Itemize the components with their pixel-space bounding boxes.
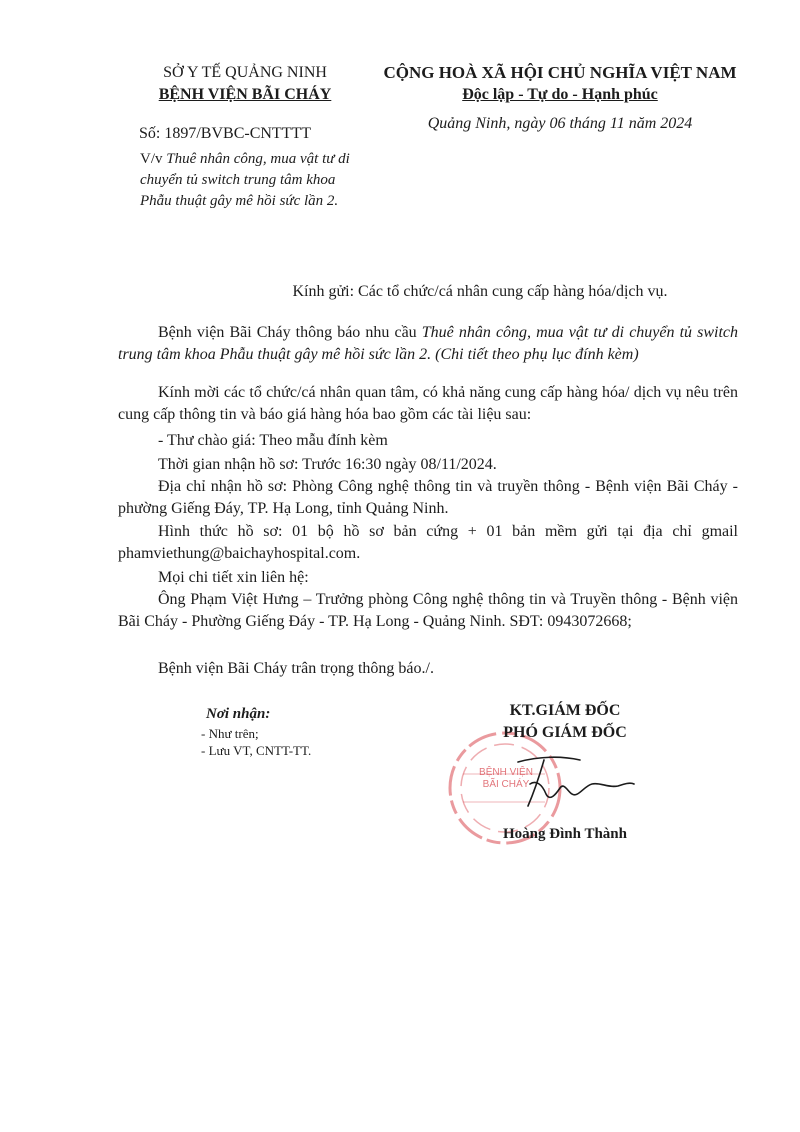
national-motto: Độc lập - Tự do - Hạnh phúc [462, 86, 658, 103]
paragraph-contact-person: Ông Phạm Việt Hưng – Trưởng phòng Công nghệ thông tin và Truyền thông - Bệnh viện Bãi Cháy - Phường Giếng Đáy - TP. Hạ Long - Quảng Ninh. SĐT: 0943072668; [118, 591, 738, 630]
place-date: Quảng Ninh, ngày 06 tháng 11 năm 2024 [427, 115, 693, 132]
document-number: Số: 1897/BVBC-CNTTTT [139, 125, 312, 142]
paragraph-announcement-lead: Bệnh viện Bãi Cháy thông báo nhu cầu [158, 324, 422, 341]
document-subject [140, 149, 360, 212]
hospital-name: BỆNH VIỆN BÃI CHÁY [158, 86, 332, 103]
paragraph-address: Địa chỉ nhận hồ sơ: Phòng Công nghệ thông tin và truyền thông - Bệnh viện Bãi Cháy - phường Giếng Đáy, TP. Hạ Long, tỉnh Quảng Ninh. [118, 478, 738, 517]
recipient-item: - Như trên; [201, 726, 259, 741]
paragraph-deadline: Thời gian nhận hồ sơ: Trước 16:30 ngày 08/11/2024. [158, 456, 497, 473]
paragraph-quote-letter: - Thư chào giá: Theo mẫu đính kèm [158, 432, 388, 449]
stamp-text: BỆNH VIỆN BÃI CHÁY [479, 767, 533, 790]
paragraph-announcement-italic: Thuê nhân công, mua vật tư di chuyển tủ switch trung tâm khoa Phẫu thuật gây mê hồi sức lần 2. (Chi tiết theo phụ lục đính kèm) [118, 324, 739, 363]
paragraph-announcement [118, 322, 738, 365]
signature-title-primary: KT.GIÁM ĐỐC [509, 702, 621, 719]
paragraph-submission-format: Hình thức hồ sơ: 01 bộ hồ sơ bản cứng + 01 bản mềm gửi tại địa chỉ gmail phamviethung@baichayhospital.com. [118, 523, 738, 562]
subject-prefix: V/v [140, 151, 167, 167]
subject-text: Thuê nhân công, mua vật tư di chuyển tủ switch trung tâm khoa Phẫu thuật gây mê hồi sức lần 2. [140, 151, 350, 209]
national-title: CỘNG HOÀ XÃ HỘI CHỦ NGHĨA VIỆT NAM [383, 63, 737, 82]
signature-title-secondary: PHÓ GIÁM ĐỐC [503, 724, 627, 741]
paragraph-contact-intro: Mọi chi tiết xin liên hệ: [158, 569, 309, 586]
recipient-line: Kính gửi: Các tổ chức/cá nhân cung cấp hàng hóa/dịch vụ. [292, 283, 668, 300]
paragraph-invitation: Kính mời các tổ chức/cá nhân quan tâm, có khả năng cung cấp hàng hóa/ dịch vụ nêu trên cung cấp thông tin và báo giá hàng hóa bao gồm các tài liệu sau: [118, 384, 738, 423]
signer-name: Hoàng Đình Thành [503, 826, 627, 842]
paragraph-closing: Bệnh viện Bãi Cháy trân trọng thông báo./. [158, 660, 434, 677]
handwritten-signature-icon [500, 754, 640, 814]
recipient-item: - Lưu VT, CNTT-TT. [201, 743, 312, 758]
recipients-label: Nơi nhận: [206, 706, 271, 722]
agency-name: SỞ Y TẾ QUẢNG NINH [163, 64, 327, 81]
